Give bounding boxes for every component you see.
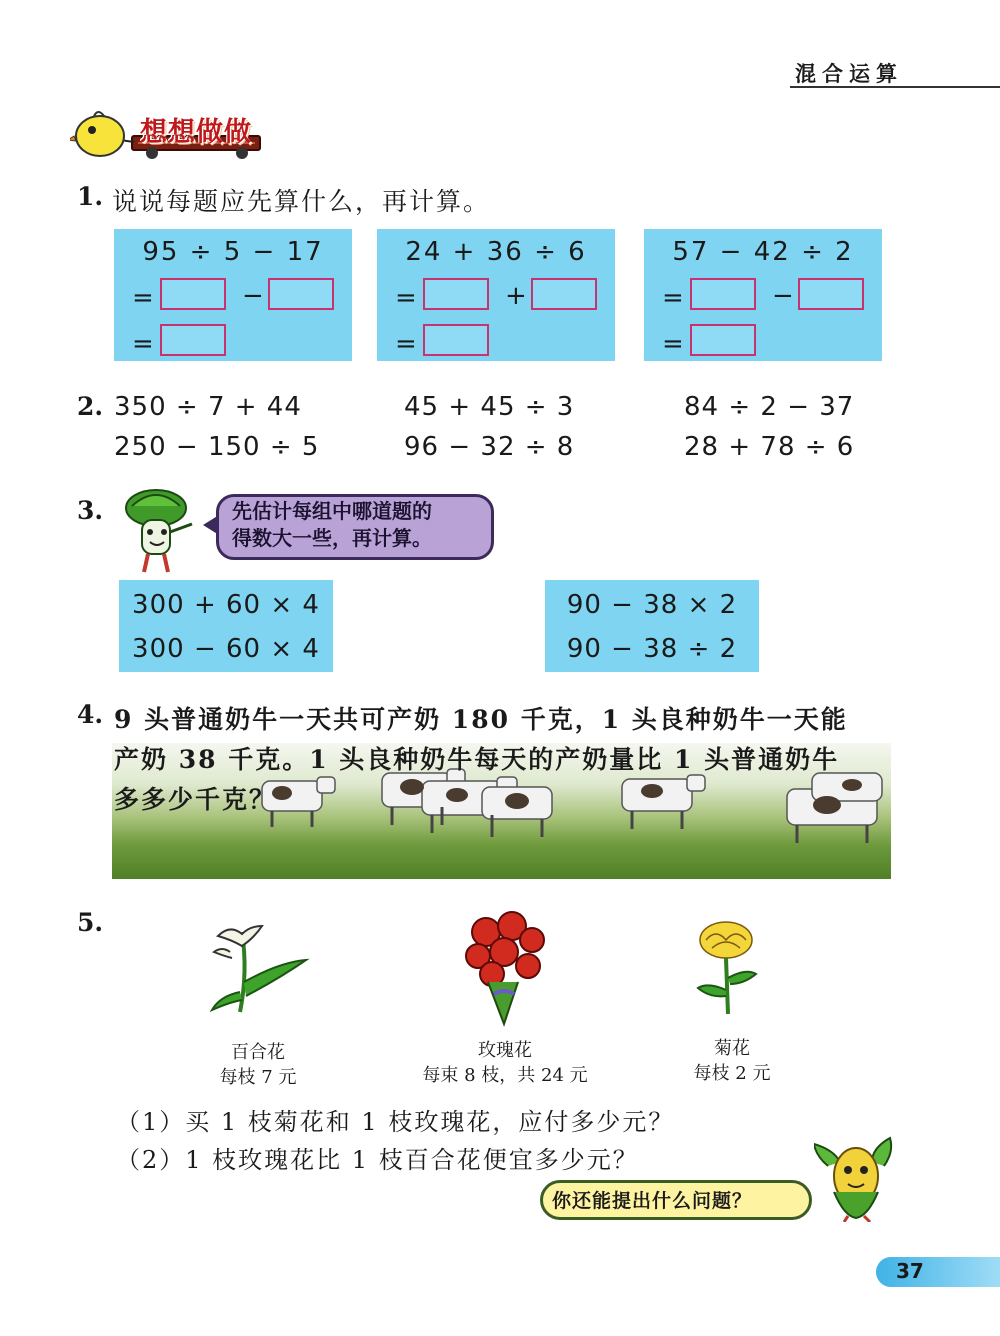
chapter-title: 混合运算 (795, 61, 903, 86)
answer-slot[interactable] (798, 278, 864, 310)
vegetable-mascot-icon (112, 486, 204, 578)
q2-expr: 350 ÷ 7 + 44 (114, 392, 302, 422)
estimate-group-2 (545, 580, 759, 672)
q4-number: 4. (77, 700, 104, 729)
flower-name: 玫瑰花 (478, 1040, 532, 1061)
equals-sign: = (662, 283, 684, 313)
q2-number: 2. (77, 392, 104, 421)
equals-sign: = (395, 283, 417, 313)
equals-sign: = (662, 329, 684, 359)
calc-box-1 (114, 229, 352, 361)
q5-sub-question-1: （1）买 1 枝菊花和 1 枝玫瑰花，应付多少元？ (116, 1108, 675, 1136)
estimate-group-1 (119, 580, 333, 672)
q4-text (114, 700, 914, 820)
flower-name: 百合花 (231, 1042, 285, 1063)
q5-sub-question-2: （2）1 枝玫瑰花比 1 枝百合花便宜多少元？ (116, 1146, 639, 1174)
q2-expr: 84 ÷ 2 − 37 (684, 392, 855, 422)
flower-label-rose (395, 1038, 615, 1088)
q1-text: 说说每题应先算什么，再计算。 (112, 187, 491, 216)
q4-line: 产奶 38 千克。1 头良种奶牛每天的产奶量比 1 头普通奶牛 (114, 745, 840, 774)
answer-slot[interactable] (160, 324, 226, 356)
hint-text (232, 498, 482, 552)
operator: − (242, 281, 264, 311)
answer-slot[interactable] (423, 324, 489, 356)
operator: + (505, 281, 527, 311)
calc-expr: 95 ÷ 5 − 17 (142, 237, 324, 267)
q2-expr: 250 − 150 ÷ 5 (114, 432, 320, 462)
page-number: 37 (896, 1259, 924, 1283)
q2-expr: 45 + 45 ÷ 3 (404, 392, 575, 422)
lily-icon (200, 922, 310, 1014)
equals-sign: = (395, 329, 417, 359)
group-expr: 90 − 38 × 2 (566, 590, 738, 620)
flower-price: 每枝 2 元 (693, 1063, 771, 1084)
flower-price: 每束 8 枝，共 24 元 (422, 1065, 588, 1086)
equals-sign: = (132, 283, 154, 313)
group-expr: 90 − 38 ÷ 2 (566, 634, 738, 664)
answer-slot[interactable] (690, 278, 756, 310)
q4-line: 9 头普通奶牛一天共可产奶 180 千克，1 头良种奶牛一天能 (114, 705, 848, 734)
answer-slot[interactable] (690, 324, 756, 356)
q1-number: 1. (77, 182, 104, 211)
q3-number: 3. (77, 496, 104, 525)
calc-box-2 (377, 229, 615, 361)
flower-name: 菊花 (714, 1038, 750, 1059)
hint-line: 先估计每组中哪道题的 (232, 499, 432, 523)
flower-label-lily (178, 1040, 338, 1090)
flower-label-chrysanthemum (652, 1036, 812, 1086)
answer-slot[interactable] (423, 278, 489, 310)
answer-slot[interactable] (531, 278, 597, 310)
chrysanthemum-icon (692, 918, 762, 1016)
page-tab (876, 1257, 1000, 1287)
tip-text: 你还能提出什么问题？ (552, 1190, 753, 1212)
section-title: 想想做做 (140, 117, 252, 148)
operator: − (772, 281, 794, 311)
flower-price: 每枝 7 元 (219, 1067, 297, 1088)
answer-slot[interactable] (160, 278, 226, 310)
header-rule (790, 86, 1000, 88)
rose-bouquet-icon (458, 908, 550, 1028)
hint-line: 得数大一些，再计算。 (232, 526, 432, 550)
calc-box-3 (644, 229, 882, 361)
equals-sign: = (132, 329, 154, 359)
corn-mascot-icon (814, 1136, 896, 1222)
group-expr: 300 − 60 × 4 (132, 634, 320, 664)
q5-number: 5. (77, 908, 104, 937)
group-expr: 300 + 60 × 4 (132, 590, 320, 620)
q4-line: 多多少千克？ (114, 785, 277, 814)
q2-expr: 96 − 32 ÷ 8 (404, 432, 575, 462)
calc-expr: 57 − 42 ÷ 2 (672, 237, 854, 267)
q2-expr: 28 + 78 ÷ 6 (684, 432, 855, 462)
answer-slot[interactable] (268, 278, 334, 310)
calc-expr: 24 + 36 ÷ 6 (405, 237, 587, 267)
